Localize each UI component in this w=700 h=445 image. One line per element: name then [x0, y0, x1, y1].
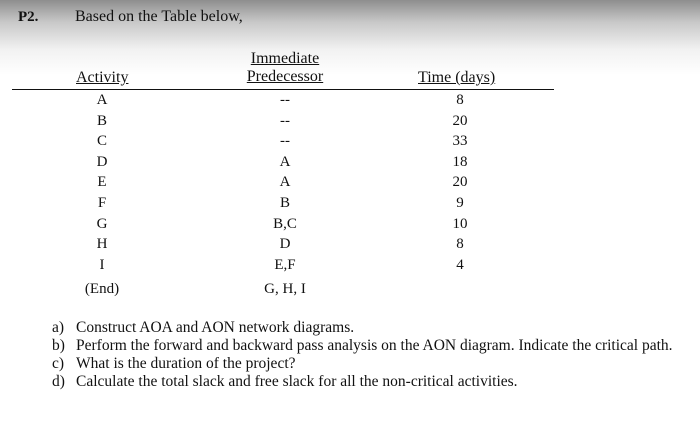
- predecessor-cell: G, H, I: [264, 281, 306, 298]
- question-text: Calculate the total slack and free slack for all the non-critical activities.: [76, 373, 518, 390]
- question-item: [52, 337, 673, 355]
- predecessor-cell: D: [279, 236, 291, 253]
- time-cell: 8: [456, 236, 464, 253]
- activity-cell: B: [96, 112, 107, 129]
- activity-cell: E: [97, 174, 107, 191]
- header-activity: Activity: [76, 69, 129, 86]
- question-item: [52, 319, 673, 337]
- time-cell: 10: [452, 215, 468, 232]
- predecessor-cell: A: [279, 153, 291, 170]
- header-predecessor-line2: Predecessor: [246, 68, 324, 85]
- predecessor-cell: B: [279, 195, 290, 211]
- question-letter: d): [52, 373, 65, 390]
- question-text: Perform the forward and backward pass analysis on the AON diagram. Indicate the critical path.: [76, 337, 673, 354]
- activity-cell: F: [97, 195, 107, 211]
- time-cell: 8: [456, 92, 464, 108]
- time-cell: 9: [456, 195, 464, 211]
- time-cell: 20: [452, 112, 468, 129]
- header-time: Time (days): [418, 69, 496, 86]
- problem-intro: Based on the Table below,: [75, 8, 243, 25]
- question-list: [52, 319, 673, 391]
- predecessor-cell: --: [280, 133, 290, 150]
- time-cell: 33: [452, 133, 468, 150]
- question-text: What is the duration of the project?: [76, 355, 296, 372]
- header-predecessor-line1: Immediate: [250, 50, 320, 67]
- time-cell: 18: [452, 153, 468, 170]
- activity-cell: H: [96, 236, 108, 253]
- activity-cell: A: [96, 92, 108, 108]
- question-letter: a): [52, 319, 65, 336]
- time-cell: 4: [456, 256, 464, 273]
- question-text: Construct AOA and AON network diagrams.: [76, 319, 355, 336]
- predecessor-cell: B,C: [273, 215, 297, 232]
- question-letter: c): [52, 355, 65, 372]
- predecessor-cell: A: [279, 174, 291, 191]
- activity-cell: G: [96, 215, 108, 232]
- header-predecessor: [240, 50, 330, 86]
- activity-cell: D: [96, 153, 108, 170]
- predecessor-cell: E,F: [274, 256, 296, 273]
- time-cell: 20: [452, 174, 468, 191]
- activity-cell: (End): [84, 281, 120, 298]
- question-letter: b): [52, 337, 65, 354]
- problem-number: P2.: [18, 9, 39, 25]
- activity-cell: C: [96, 133, 107, 150]
- question-item: [52, 373, 673, 391]
- predecessor-cell: --: [280, 92, 290, 108]
- predecessor-cell: --: [280, 112, 290, 129]
- activity-cell: I: [99, 256, 105, 273]
- question-item: [52, 355, 673, 373]
